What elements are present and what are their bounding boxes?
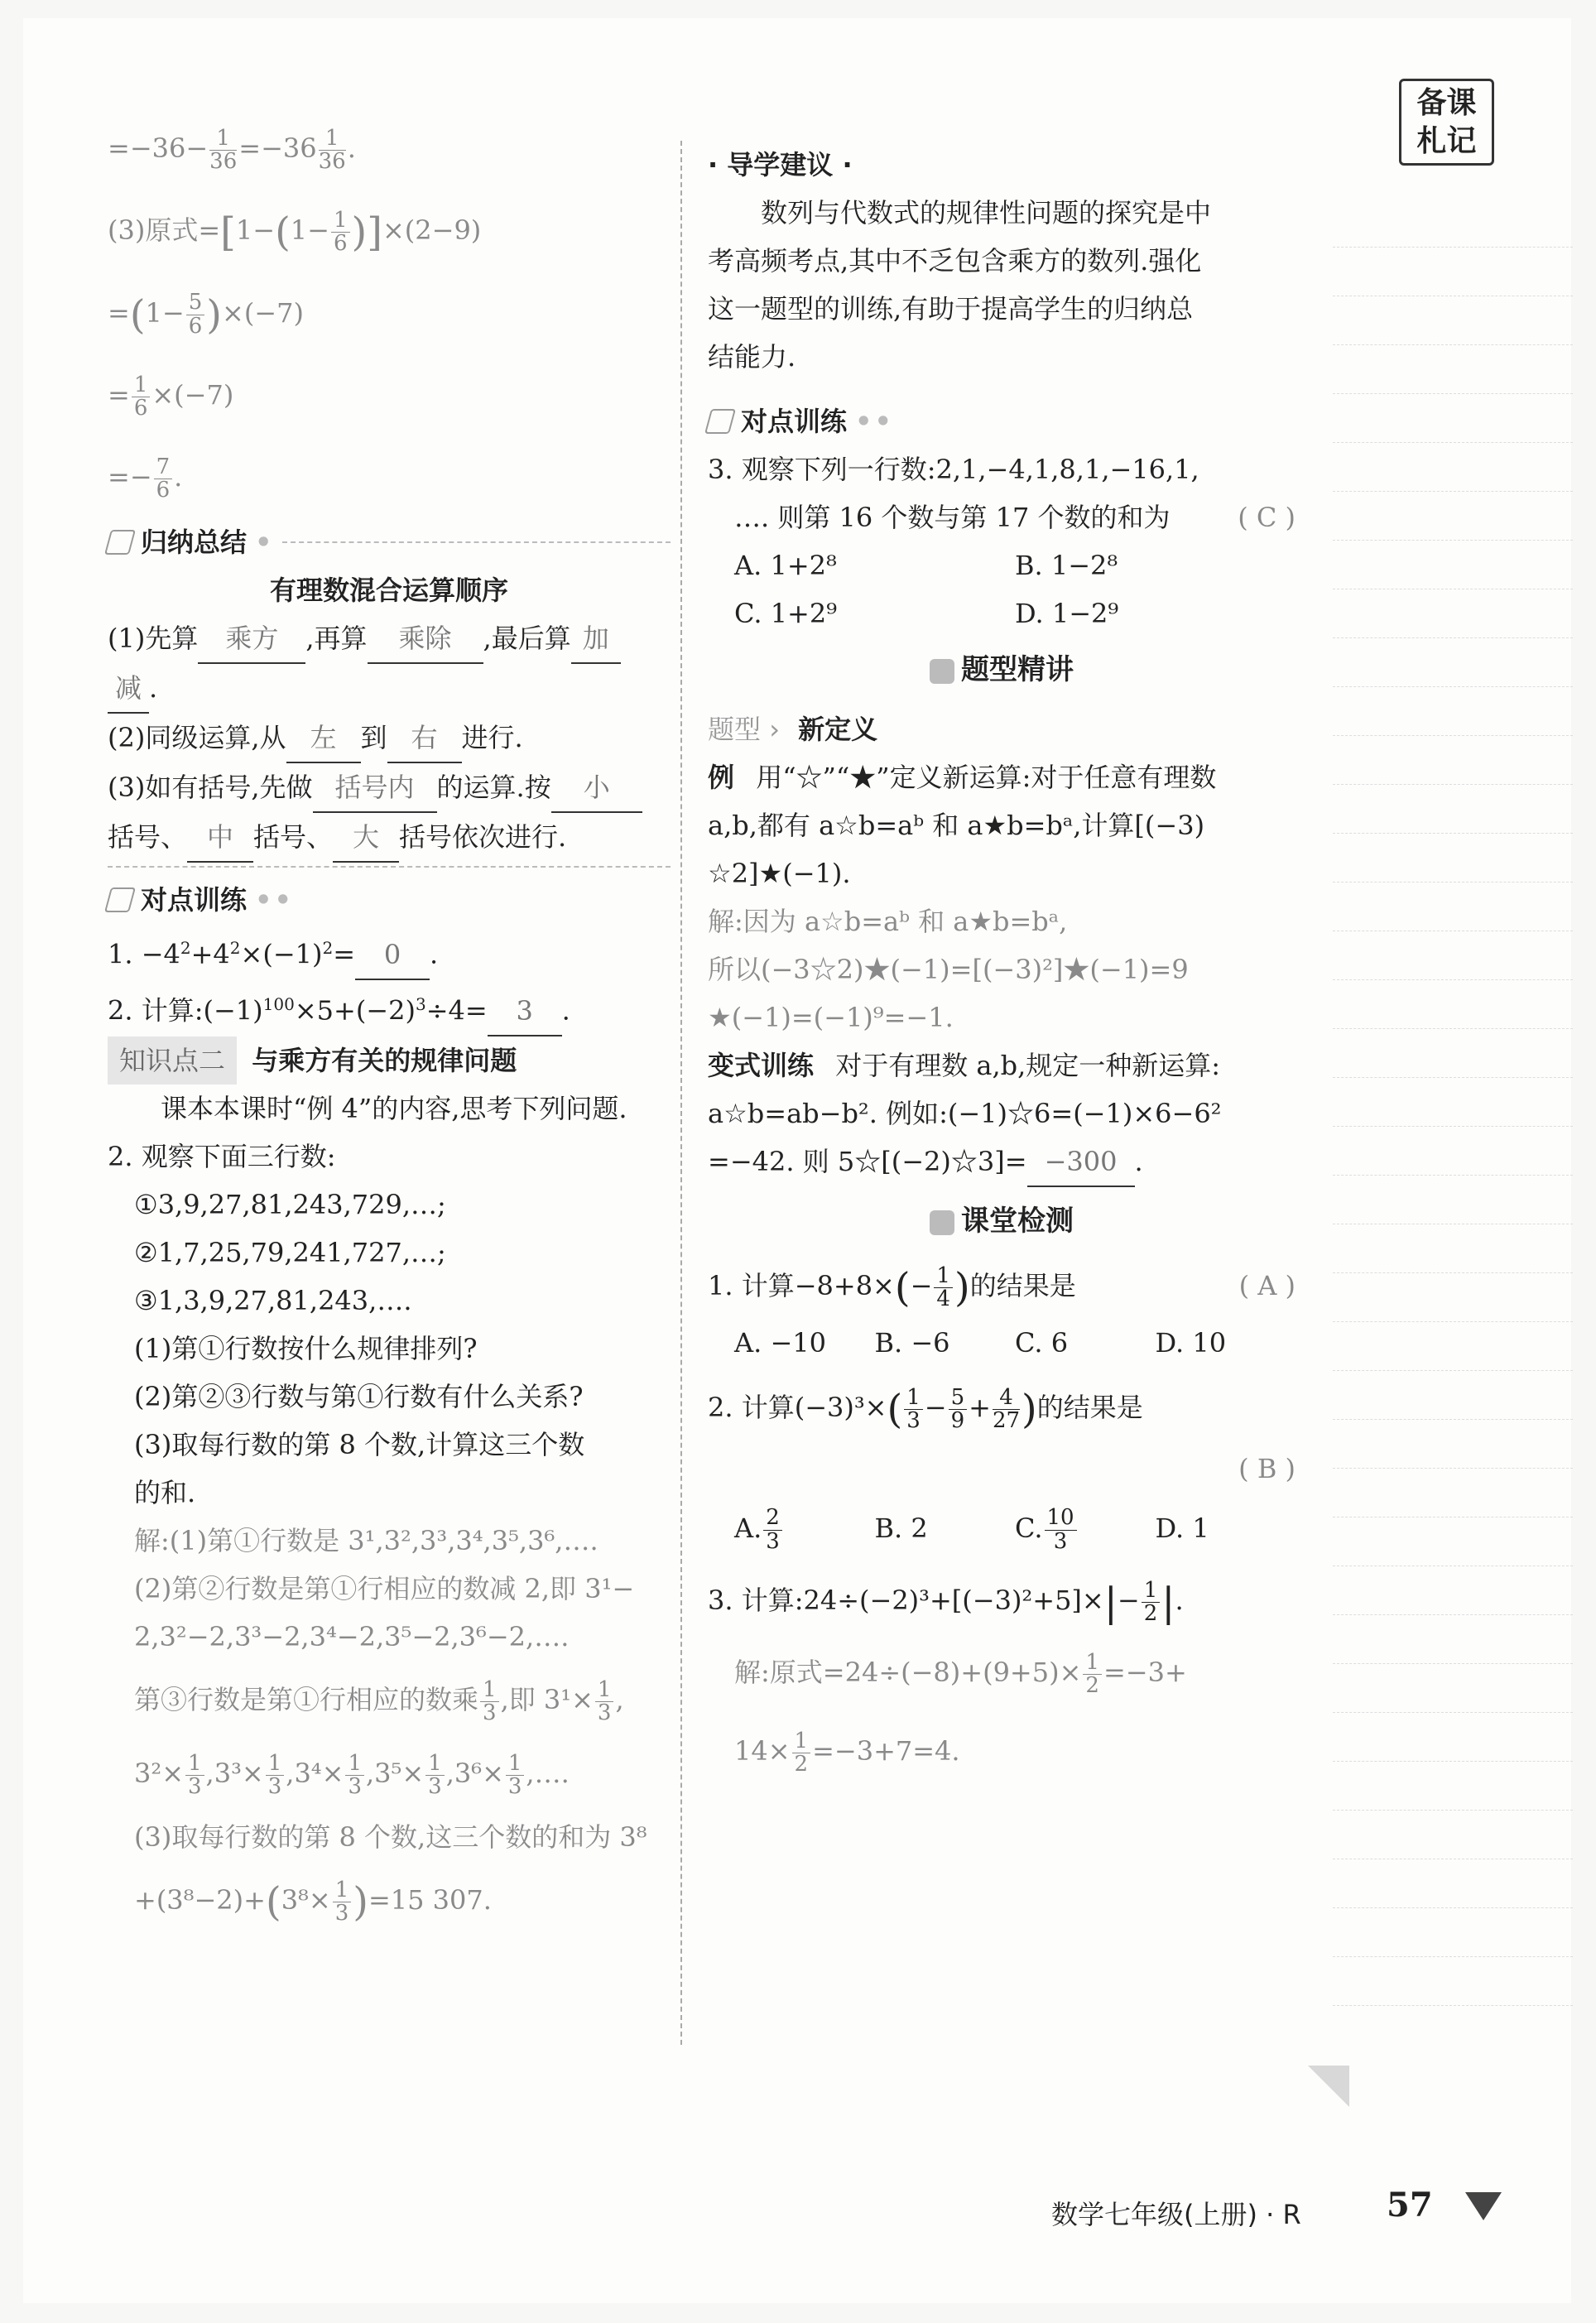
- variant-2: a☆b=ab−b². 例如:(−1)☆6=(−1)×6−6²: [708, 1098, 1222, 1129]
- calc-line-3: =(1− $\frac{5}{6}$ )×(−7): [108, 290, 304, 339]
- practice-q1: 1. $-4^2+4^2\times(-1)^2= 0$ .: [108, 924, 671, 980]
- example-1: 例 用“☆”“★”定义新运算:对于任意有理数: [708, 762, 1217, 793]
- question-2-1: (1)第①行数按什么规律排列?: [134, 1332, 478, 1364]
- check-q1: 1. 计算−8+8×(− $\frac{1}{4}$ )的结果是 ( A ): [708, 1262, 1296, 1311]
- guide-text-3: 这一题型的训练,有助于提高学生的归纳总: [708, 293, 1194, 325]
- answer-choice: ( C ): [1238, 502, 1296, 533]
- check-q3: 3. 计算:24÷(−2)³+[(−3)²+5]×|− $\frac{1}{2}$ |.: [708, 1577, 1184, 1626]
- question-2-2: (2)第②③行数与第①行数有什么关系?: [134, 1380, 584, 1412]
- notes-stamp: [1399, 79, 1494, 166]
- answer-1: 解:(1)第①行数是 3¹,3²,3³,3⁴,3⁵,3⁶,….: [134, 1524, 598, 1556]
- question-3b: …. 则第 16 个数与第 17 个数的和为 ( C ): [708, 493, 1296, 541]
- solution-3: ★(−1)=(−1)⁹=−1.: [708, 1002, 954, 1033]
- check-section-heading: 课堂检测: [708, 1197, 1296, 1245]
- answer-choice: ( A ): [1238, 1270, 1296, 1301]
- option-a: A. −10: [734, 1327, 826, 1359]
- practice-heading-2: 对点训练 ••: [708, 397, 1296, 445]
- section-icon: [930, 1210, 954, 1235]
- row-1: ①3,9,27,81,243,729,…;: [134, 1188, 446, 1220]
- summary-item-1: (1)先算 乘方 ,再算 乘除 ,最后算 加: [108, 614, 671, 664]
- solution-1: 解:因为 a☆b=aᵇ 和 a★b=bᵃ,: [708, 906, 1068, 937]
- pencil-icon: [104, 530, 136, 555]
- guide-text-1: 数列与代数式的规律性问题的探究是中: [761, 197, 1212, 228]
- option-d: D. 1: [1155, 1512, 1209, 1544]
- check-q3-solution-1: 解:原式=24÷(−8)+(9+5)× $\frac{1}{2}$ =−3+: [734, 1649, 1187, 1699]
- type-section-heading: 题型精讲: [708, 646, 1296, 694]
- summary-item-1b: 减 .: [108, 664, 671, 714]
- page-corner-decoration: [1308, 2066, 1349, 2107]
- guide-text-4: 结能力.: [708, 341, 796, 373]
- knowledge-tag: 知识点二: [108, 1036, 237, 1085]
- variant-3: =−42. 则 5☆[(−2)☆3]= −300 .: [708, 1137, 1296, 1187]
- intro-text: 课本本课时“例 4”的内容,思考下列问题.: [161, 1092, 627, 1124]
- answer-2b: 2,3²−2,3³−2,3⁴−2,3⁵−2,3⁶−2,….: [134, 1620, 570, 1652]
- variant-1: 变式训练 对于有理数 a,b,规定一种新运算:: [708, 1050, 1221, 1081]
- option-d: D. 1−2⁹: [1015, 598, 1119, 629]
- question-2: 2. 观察下面三行数:: [108, 1140, 336, 1172]
- practice-q2: 2. 计算$:(-1)^{100}\times 5+(-2)^3\div 4= 3$ .: [108, 980, 671, 1036]
- answer-3: 第③行数是第①行相应的数乘 $\frac{1}{3}$ ,即 3¹× $\frac{1}{3}$ ,: [134, 1676, 624, 1725]
- summary-item-3b: 括号、 中 括号、 大 括号依次进行.: [108, 813, 671, 863]
- row-3: ③1,3,9,27,81,243,….: [134, 1284, 412, 1316]
- check-q3-solution-2: 14× $\frac{1}{2}$ =−3+7=4.: [734, 1729, 960, 1777]
- option-b: B. −6: [874, 1327, 950, 1359]
- option-a: A. 1+2⁸: [734, 550, 837, 581]
- summary-heading: 归纳总结 •: [108, 518, 671, 566]
- knowledge-point: 知识点二 与乘方有关的规律问题: [108, 1036, 671, 1085]
- summary-item-2: (2)同级运算,从 左 到 右 进行.: [108, 714, 671, 763]
- row-2: ②1,7,25,79,241,727,…;: [134, 1236, 446, 1268]
- option-b: B. 2: [874, 1512, 928, 1544]
- answer-5: (3)取每行数的第 8 个数,这三个数的和为 3⁸: [134, 1821, 647, 1854]
- option-c: C. $\frac{10}{3}$: [1015, 1504, 1156, 1553]
- arrow-icon: [1465, 2192, 1502, 2220]
- column-divider: [680, 141, 682, 2045]
- stamp-line2: 札记: [1416, 124, 1477, 158]
- guide-heading: · 导学建议 ·: [708, 149, 853, 180]
- check-q2-options: [708, 1504, 1296, 1553]
- calc-line-2: (3)原式=[1−(1− $\frac{1}{6}$ )]×(2−9): [108, 208, 482, 257]
- left-column: [108, 124, 671, 1926]
- check-q2: 2. 计算(−3)³×( $\frac{1}{3}$ − $\frac{5}{9}$ + $\frac{4}{27}$ )的结果是: [708, 1385, 1143, 1434]
- summary-item-3: (3)如有括号,先做 括号内 的运算.按 小: [108, 763, 671, 813]
- middle-column: [708, 141, 1296, 1777]
- question-2-3b: 的和.: [134, 1476, 196, 1508]
- check-q1-options: [708, 1319, 1296, 1367]
- answer-choice: ( B ): [1238, 1452, 1296, 1484]
- q3-options-2: [708, 589, 1296, 637]
- pencil-icon: [104, 887, 136, 912]
- option-a: A. $\frac{2}{3}$: [734, 1504, 875, 1553]
- example-3: ☆2]★(−1).: [708, 858, 851, 889]
- q3-options-1: [708, 541, 1296, 589]
- notes-lines: [1333, 199, 1573, 2006]
- answer-4: 3²× $\frac{1}{3}$ ,3³× $\frac{1}{3}$ ,3⁴× $\frac{1}{3}$ ,3⁵× $\frac{1}{3}$ ,3⁶× $\frac{1}{3}$ ,….: [134, 1750, 570, 1800]
- answer-2: (2)第②行数是第①行相应的数减 2,即 3¹−: [134, 1572, 635, 1604]
- option-b: B. 1−2⁸: [1015, 550, 1118, 581]
- solution-2: 所以(−3☆2)★(−1)=[(−3)²]★(−1)=9: [708, 954, 1189, 985]
- question-2-3: (3)取每行数的第 8 个数,计算这三个数: [134, 1428, 585, 1460]
- type-row: 题型 › 新定义: [708, 714, 878, 745]
- summary-title: 有理数混合运算顺序: [269, 575, 508, 607]
- question-3: 3. 观察下列一行数:2,1,−4,1,8,1,−16,1,: [708, 454, 1199, 485]
- calc-line-5: =− $\frac{7}{6}$ .: [108, 454, 183, 503]
- practice-heading: 对点训练 ••: [108, 876, 671, 924]
- calc-line-4: = $\frac{1}{6}$ ×(−7): [108, 372, 234, 421]
- pencil-icon: [704, 409, 736, 434]
- option-c: C. 6: [1015, 1327, 1069, 1359]
- guide-text-2: 考高频考点,其中不乏包含乘方的数列.强化: [708, 245, 1202, 277]
- option-c: C. 1+2⁹: [734, 598, 838, 629]
- page-number: 57: [1387, 2186, 1433, 2224]
- section-icon: [930, 659, 954, 684]
- example-2: a,b,都有 a☆b=aᵇ 和 a★b=bᵃ,计算[(−3): [708, 810, 1205, 841]
- option-d: D. 10: [1155, 1327, 1227, 1359]
- calc-line-1: =−36− $\frac{1}{36}$ =−36 $\frac{1}{36}$ .: [108, 125, 356, 174]
- stamp-line1: 备课: [1416, 86, 1477, 120]
- answer-6: +(3⁸−2)+(3⁸× $\frac{1}{3}$ )=15 307.: [134, 1878, 492, 1926]
- footer-book-title: 数学七年级(上册) · R: [1051, 2199, 1301, 2230]
